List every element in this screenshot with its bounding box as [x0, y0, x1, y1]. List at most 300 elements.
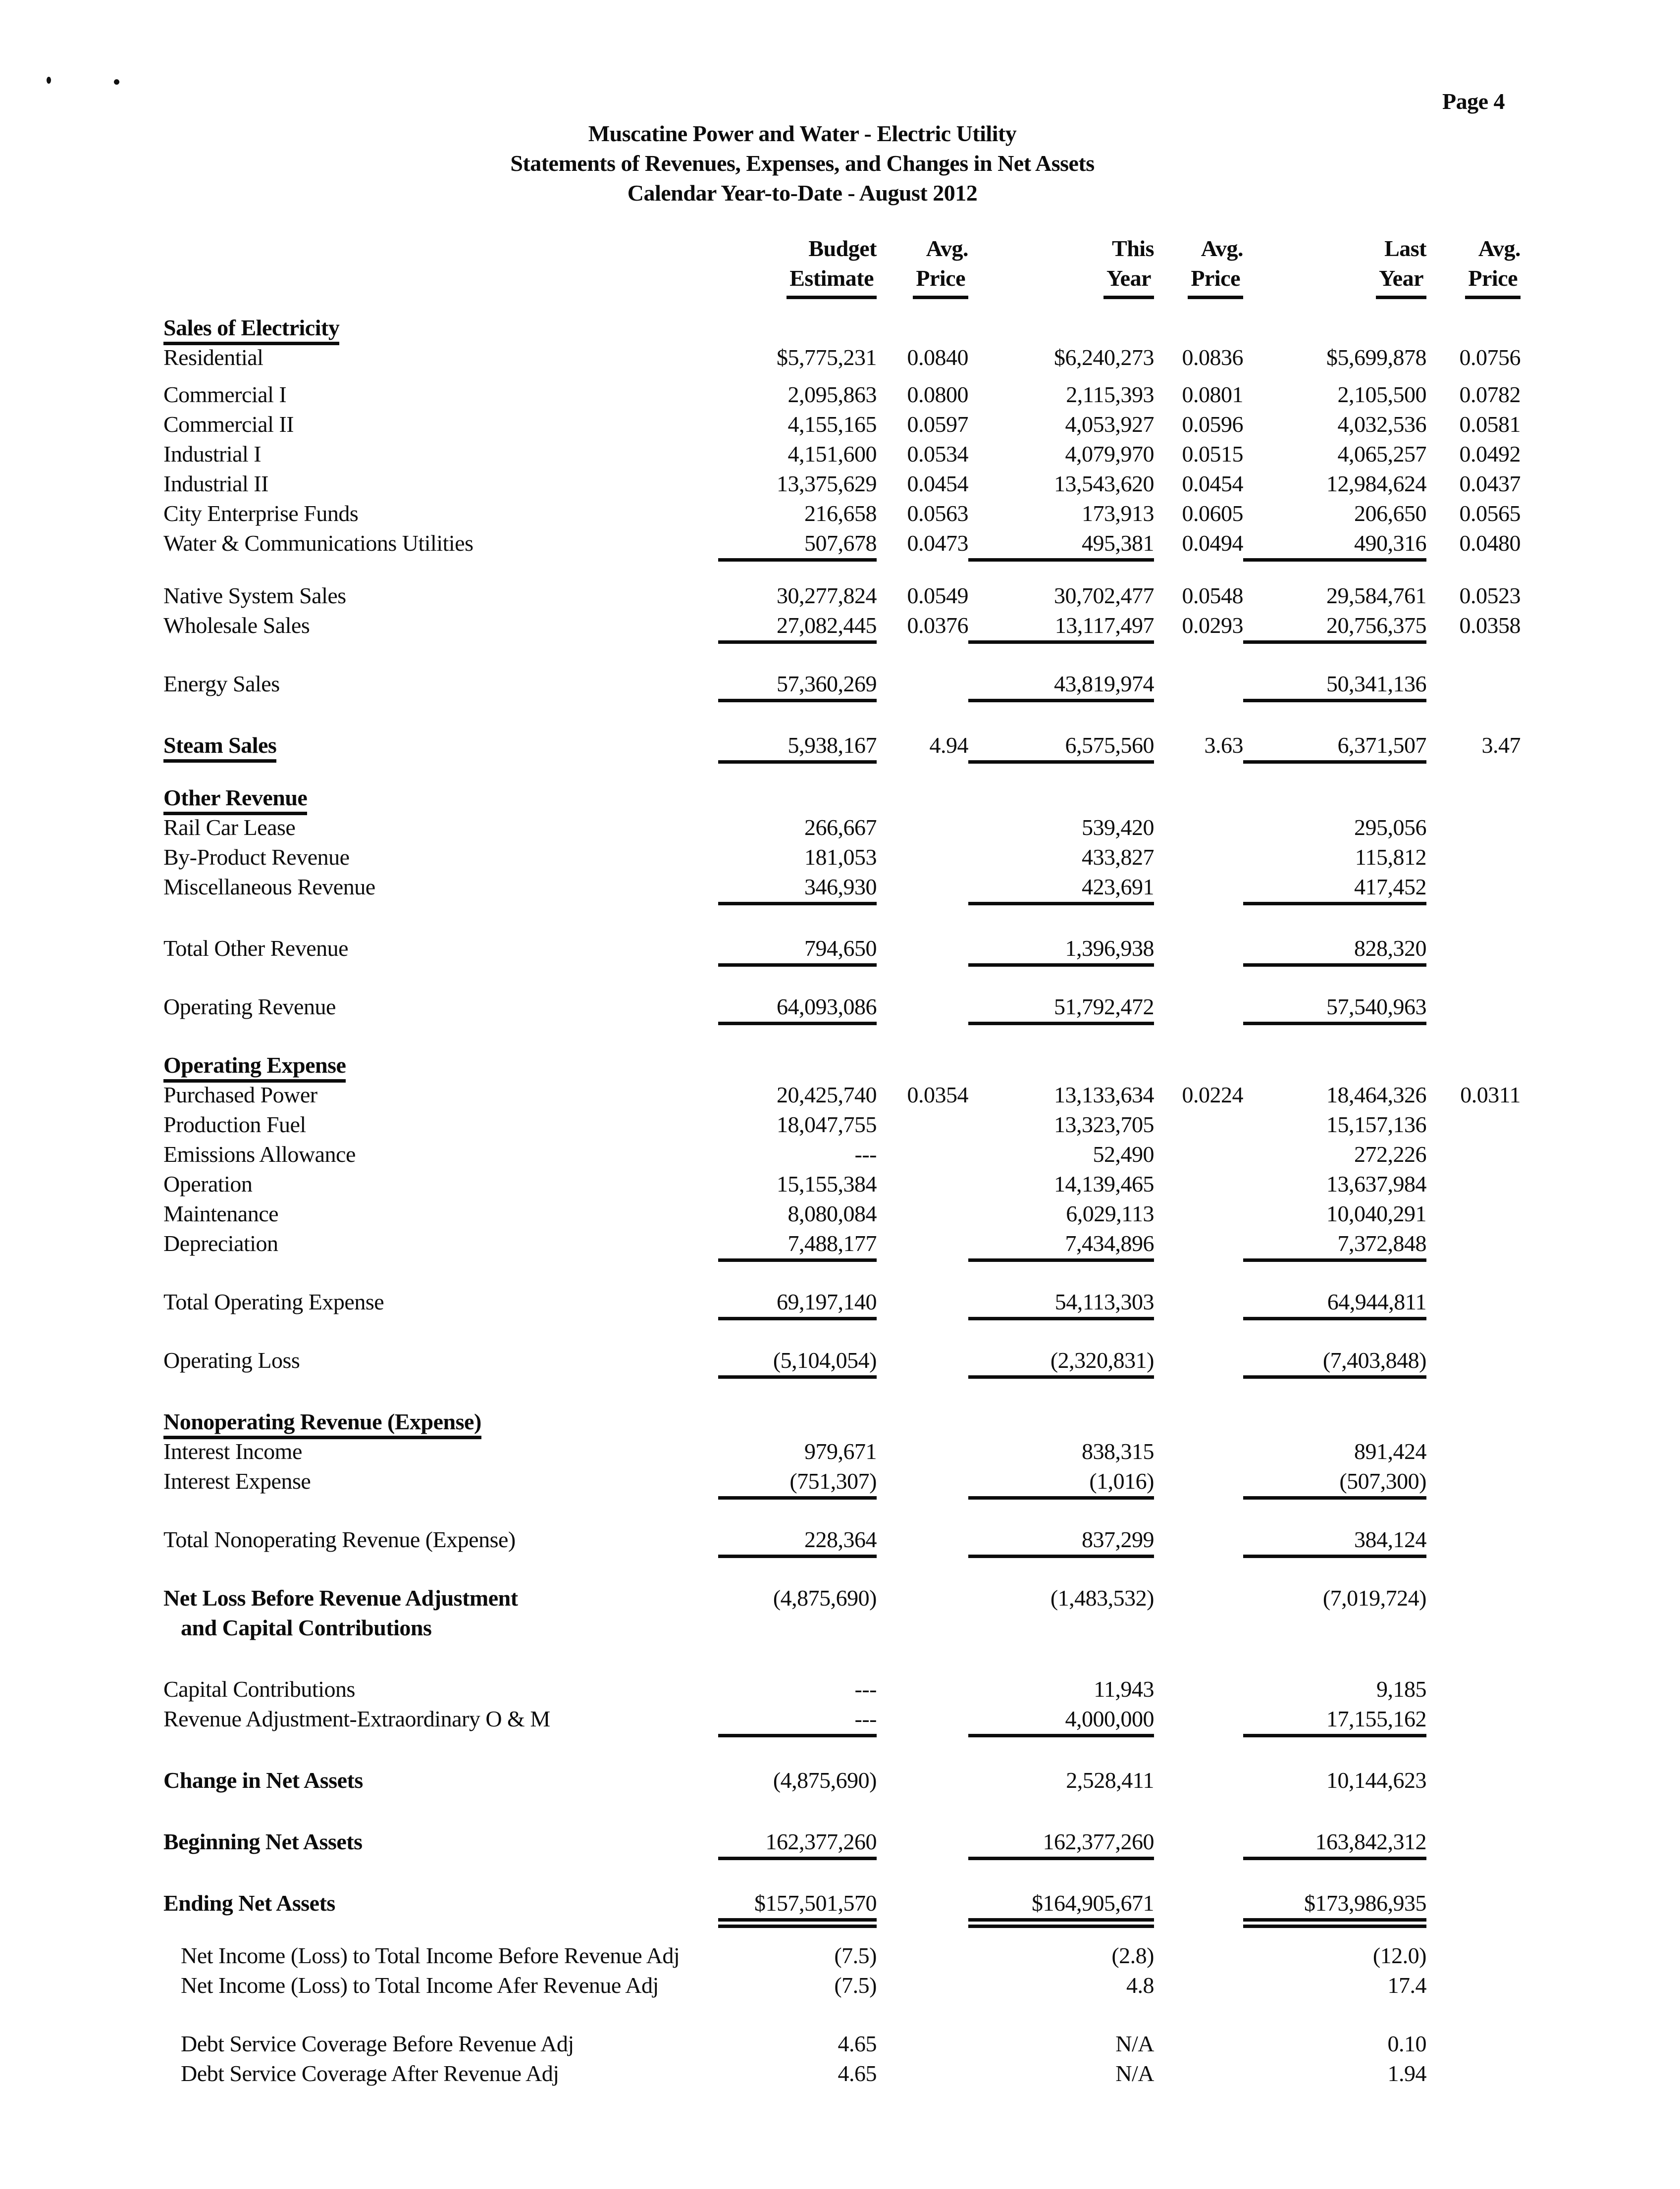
- cell-this-year: 4,079,970: [1065, 441, 1154, 467]
- table-row: [163, 1199, 1521, 1229]
- cell-budget-estimate: (7.5): [834, 1973, 877, 1998]
- section-header-row: [163, 313, 1521, 343]
- row-label: Revenue Adjustment-Extraordinary O & M: [163, 1706, 550, 1731]
- cell-last-year: (7,019,724): [1322, 1585, 1426, 1611]
- section-title: Sales of Electricity: [163, 315, 339, 345]
- cell-avg-price-2: 0.0605: [1182, 501, 1243, 526]
- cell-budget-estimate: 57,360,269: [718, 669, 877, 702]
- cell-avg-price-1: [877, 1110, 968, 1140]
- table-row: [163, 1140, 1521, 1169]
- column-header-this: This: [1112, 236, 1154, 261]
- cell-last-year: 0.10: [1387, 2031, 1426, 2056]
- cell-avg-price-1: 0.0597: [907, 412, 968, 437]
- table-row: [163, 1080, 1521, 1110]
- table-row: [163, 380, 1521, 410]
- table-row: [163, 934, 1521, 963]
- cell-last-year: 50,341,136: [1243, 669, 1426, 702]
- cell-this-year: [968, 783, 1154, 813]
- row-label: Interest Income: [163, 1439, 302, 1464]
- cell-last-year: 12,984,624: [1326, 471, 1426, 496]
- cell-budget-estimate: 18,047,755: [777, 1112, 877, 1137]
- table-row: [163, 2029, 1521, 2059]
- cell-budget-estimate: 2,095,863: [788, 382, 877, 407]
- cell-avg-price-2: [1154, 1050, 1243, 1080]
- cell-avg-price-3: [1426, 1766, 1521, 1795]
- cell-this-year: 6,029,113: [1066, 1201, 1154, 1226]
- cell-avg-price-1: [877, 1766, 968, 1795]
- row-label: Residential: [163, 345, 263, 370]
- table-row: [163, 1704, 1521, 1734]
- cell-this-year: 14,139,465: [1054, 1171, 1154, 1197]
- cell-avg-price-1: [877, 783, 968, 813]
- row-label: and Capital Contributions: [181, 1615, 432, 1640]
- cell-avg-price-1: 4.94: [929, 732, 968, 758]
- cell-avg-price-1: 0.0454: [907, 471, 968, 496]
- cell-this-year: 1,396,938: [968, 934, 1154, 967]
- row-label: Wholesale Sales: [163, 613, 310, 638]
- cell-avg-price-1: 0.0840: [907, 345, 968, 370]
- cell-avg-price-1: [877, 1704, 968, 1737]
- cell-avg-price-3: 0.0565: [1459, 501, 1521, 526]
- section-header-row: [163, 783, 1521, 813]
- cell-avg-price-2: [1154, 1346, 1243, 1379]
- cell-avg-price-1: [877, 1674, 968, 1704]
- row-label: Change in Net Assets: [163, 1768, 363, 1793]
- column-headers-line1: [163, 234, 1521, 263]
- cell-avg-price-1: [877, 872, 968, 905]
- cell-avg-price-3: [1426, 1287, 1521, 1320]
- row-label: Net Income (Loss) to Total Income Afer Revenue Adj: [181, 1973, 659, 1998]
- cell-avg-price-1: [877, 1941, 968, 1971]
- cell-avg-price-3: [1426, 2059, 1521, 2088]
- cell-avg-price-3: [1426, 842, 1521, 872]
- page-number: Page 4: [1442, 89, 1505, 114]
- cell-avg-price-3: [1426, 1583, 1521, 1613]
- cell-avg-price-2: [1154, 842, 1243, 872]
- row-label: Net Loss Before Revenue Adjustment: [163, 1585, 518, 1611]
- cell-avg-price-2: 0.0548: [1182, 583, 1243, 608]
- cell-avg-price-3: 0.0311: [1460, 1082, 1521, 1107]
- cell-avg-price-3: [1426, 1674, 1521, 1704]
- cell-avg-price-2: [1154, 669, 1243, 702]
- table-row: [163, 410, 1521, 439]
- cell-this-year: 2,115,393: [1066, 382, 1154, 407]
- cell-budget-estimate: [718, 1407, 877, 1437]
- cell-avg-price-2: [1154, 1827, 1243, 1860]
- table-row: [163, 1525, 1521, 1555]
- cell-last-year: (507,300): [1243, 1466, 1426, 1500]
- cell-avg-price-2: [1154, 1674, 1243, 1704]
- cell-avg-price-1: [877, 1407, 968, 1437]
- cell-avg-price-2: 0.0293: [1182, 613, 1243, 638]
- cell-avg-price-1: 0.0354: [907, 1082, 968, 1107]
- cell-last-year: 2,105,500: [1337, 382, 1426, 407]
- cell-this-year: $164,905,671: [968, 1888, 1154, 1928]
- cell-last-year: 1.94: [1387, 2061, 1426, 2086]
- section-title: Nonoperating Revenue (Expense): [163, 1409, 481, 1439]
- section-title: Operating Expense: [163, 1052, 346, 1083]
- cell-budget-estimate: $157,501,570: [718, 1888, 877, 1928]
- cell-avg-price-2: [1154, 1229, 1243, 1262]
- cell-last-year: 891,424: [1354, 1439, 1426, 1464]
- table-row: [163, 2059, 1521, 2088]
- cell-avg-price-2: [1154, 1941, 1243, 1971]
- cell-avg-price-1: [877, 1613, 968, 1643]
- cell-budget-estimate: 7,488,177: [718, 1229, 877, 1262]
- table-row: [163, 842, 1521, 872]
- cell-last-year: 64,944,811: [1243, 1287, 1426, 1320]
- cell-avg-price-3: [1426, 1169, 1521, 1199]
- row-label: Native System Sales: [163, 583, 346, 608]
- column-header-budget: Budget: [808, 236, 877, 261]
- cell-last-year: 20,756,375: [1243, 611, 1426, 644]
- table-row: [163, 1941, 1521, 1971]
- cell-this-year: 423,691: [968, 872, 1154, 905]
- cell-avg-price-1: [877, 1287, 968, 1320]
- row-label: [163, 1050, 718, 1080]
- cell-avg-price-3: [1426, 1437, 1521, 1466]
- cell-this-year: 838,315: [1082, 1439, 1154, 1464]
- cell-this-year: 13,543,620: [1054, 471, 1154, 496]
- cell-this-year: [968, 313, 1154, 343]
- cell-this-year: 4.8: [1126, 1973, 1154, 1998]
- statement-table: [163, 234, 1521, 2088]
- cell-avg-price-1: 0.0534: [907, 441, 968, 467]
- cell-last-year: 29,584,761: [1326, 583, 1426, 608]
- cell-avg-price-2: [1154, 2059, 1243, 2088]
- cell-budget-estimate: 27,082,445: [718, 611, 877, 644]
- cell-avg-price-1: 0.0473: [907, 530, 968, 556]
- cell-avg-price-2: 0.0515: [1182, 441, 1243, 467]
- cell-last-year: 417,452: [1243, 872, 1426, 905]
- report-title-line3: Calendar Year-to-Date - August 2012: [627, 180, 978, 206]
- cell-this-year: [968, 1050, 1154, 1080]
- table-row: [163, 1346, 1521, 1375]
- cell-budget-estimate: $5,775,231: [777, 345, 877, 370]
- cell-budget-estimate: [718, 1613, 877, 1643]
- column-header-price-2: Price: [1154, 263, 1243, 299]
- cell-budget-estimate: 4.65: [838, 2031, 877, 2056]
- table-row: [163, 439, 1521, 469]
- cell-avg-price-3: 0.0492: [1459, 441, 1521, 467]
- cell-last-year: (12.0): [1372, 1943, 1426, 1968]
- row-label: Rail Car Lease: [163, 815, 296, 840]
- cell-last-year: 384,124: [1243, 1525, 1426, 1558]
- cell-avg-price-2: 0.0801: [1182, 382, 1243, 407]
- row-label: [163, 730, 718, 764]
- cell-last-year: 163,842,312: [1243, 1827, 1426, 1860]
- cell-avg-price-1: [877, 1050, 968, 1080]
- cell-last-year: 4,032,536: [1337, 412, 1426, 437]
- section-title: Other Revenue: [163, 785, 307, 815]
- row-label: Operating Loss: [163, 1348, 300, 1373]
- cell-avg-price-2: [1154, 1583, 1243, 1613]
- table-row: [163, 581, 1521, 611]
- cell-budget-estimate: 69,197,140: [718, 1287, 877, 1320]
- section-title: Steam Sales: [163, 732, 276, 763]
- cell-last-year: 15,157,136: [1326, 1112, 1426, 1137]
- cell-avg-price-3: [1426, 1346, 1521, 1379]
- row-label: Debt Service Coverage After Revenue Adj: [181, 2061, 559, 2086]
- table-row: [163, 1613, 1521, 1643]
- column-header-avg-1: Avg.: [926, 236, 968, 261]
- cell-last-year: 7,372,848: [1243, 1229, 1426, 1262]
- row-label: City Enterprise Funds: [163, 501, 359, 526]
- cell-avg-price-3: [1426, 1827, 1521, 1860]
- cell-last-year: 272,226: [1354, 1142, 1426, 1167]
- row-label: Maintenance: [163, 1201, 279, 1226]
- row-label: Purchased Power: [163, 1082, 317, 1107]
- cell-this-year: 539,420: [1082, 815, 1154, 840]
- cell-avg-price-2: [1154, 1766, 1243, 1795]
- cell-budget-estimate: 794,650: [718, 934, 877, 967]
- cell-budget-estimate: (5,104,054): [718, 1346, 877, 1379]
- table-row: [163, 1674, 1521, 1704]
- cell-budget-estimate: 216,658: [804, 501, 877, 526]
- report-title-line2: Statements of Revenues, Expenses, and Changes in Net Assets: [510, 151, 1095, 176]
- cell-avg-price-1: [877, 842, 968, 872]
- row-label: Depreciation: [163, 1231, 278, 1256]
- row-label: Total Operating Expense: [163, 1289, 384, 1314]
- cell-budget-estimate: 4.65: [838, 2061, 877, 2086]
- statement-rows: [163, 313, 1521, 2088]
- cell-avg-price-3: [1426, 1704, 1521, 1737]
- cell-avg-price-3: [1426, 813, 1521, 842]
- table-row: [163, 730, 1521, 760]
- cell-this-year: N/A: [1115, 2031, 1154, 2056]
- cell-avg-price-1: 0.0563: [907, 501, 968, 526]
- cell-budget-estimate: (7.5): [834, 1943, 877, 1968]
- row-label: Commercial I: [163, 382, 287, 407]
- cell-avg-price-1: [877, 1140, 968, 1169]
- cell-last-year: [1243, 783, 1426, 813]
- row-label: [163, 313, 718, 343]
- cell-avg-price-1: [877, 313, 968, 343]
- cell-avg-price-2: [1154, 1613, 1243, 1643]
- cell-avg-price-3: [1426, 669, 1521, 702]
- cell-avg-price-2: 0.0224: [1182, 1082, 1243, 1107]
- cell-budget-estimate: 181,053: [804, 844, 877, 870]
- cell-budget-estimate: ---: [718, 1704, 877, 1737]
- cell-avg-price-2: [1154, 813, 1243, 842]
- cell-avg-price-2: [1154, 1971, 1243, 2000]
- cell-avg-price-2: [1154, 1110, 1243, 1140]
- table-row: [163, 528, 1521, 558]
- cell-last-year: 10,144,623: [1326, 1768, 1426, 1793]
- table-row: [163, 1287, 1521, 1317]
- table-row: [163, 1827, 1521, 1857]
- cell-avg-price-2: [1154, 872, 1243, 905]
- column-header-estimate: Estimate: [718, 263, 877, 299]
- cell-budget-estimate: 30,277,824: [777, 583, 877, 608]
- row-label: Industrial II: [163, 471, 268, 496]
- row-label: Total Nonoperating Revenue (Expense): [163, 1527, 516, 1552]
- cell-last-year: 6,371,507: [1243, 730, 1426, 764]
- column-header-avg-2: Avg.: [1201, 236, 1243, 261]
- cell-this-year: 6,575,560: [968, 730, 1154, 764]
- cell-avg-price-3: [1426, 1971, 1521, 2000]
- table-row: [163, 813, 1521, 842]
- cell-avg-price-1: [877, 1199, 968, 1229]
- cell-budget-estimate: (4,875,690): [773, 1585, 877, 1611]
- cell-avg-price-3: 3.47: [1481, 732, 1521, 758]
- row-label: Operating Revenue: [163, 994, 336, 1019]
- cell-avg-price-3: [1426, 313, 1521, 343]
- cell-this-year: $6,240,273: [1054, 345, 1154, 370]
- column-header-price-1: Price: [877, 263, 968, 299]
- table-row: [163, 1766, 1521, 1795]
- cell-budget-estimate: 5,938,167: [718, 730, 877, 764]
- column-headers-line2: [163, 263, 1521, 302]
- cell-last-year: [1243, 313, 1426, 343]
- cell-avg-price-1: [877, 1229, 968, 1262]
- cell-budget-estimate: 15,155,384: [777, 1171, 877, 1197]
- cell-avg-price-2: [1154, 1169, 1243, 1199]
- row-label: Water & Communications Utilities: [163, 530, 473, 556]
- cell-this-year: 30,702,477: [1054, 583, 1154, 608]
- cell-avg-price-3: 0.0358: [1459, 613, 1521, 638]
- cell-avg-price-3: [1426, 872, 1521, 905]
- cell-avg-price-2: [1154, 1437, 1243, 1466]
- cell-budget-estimate: 4,151,600: [788, 441, 877, 467]
- cell-last-year: 9,185: [1376, 1676, 1426, 1702]
- cell-budget-estimate: 979,671: [804, 1439, 877, 1464]
- cell-budget-estimate: 64,093,086: [718, 992, 877, 1025]
- cell-avg-price-1: [877, 1346, 968, 1379]
- cell-this-year: 54,113,303: [968, 1287, 1154, 1320]
- row-label: Debt Service Coverage Before Revenue Adj: [181, 2031, 574, 2056]
- cell-last-year: (7,403,848): [1243, 1346, 1426, 1379]
- cell-avg-price-3: [1426, 1888, 1521, 1928]
- cell-avg-price-3: 0.0756: [1459, 345, 1521, 370]
- table-row: [163, 1583, 1521, 1613]
- cell-avg-price-2: [1154, 1525, 1243, 1558]
- cell-avg-price-2: [1154, 1888, 1243, 1928]
- row-label: Production Fuel: [163, 1112, 306, 1137]
- row-label: Net Income (Loss) to Total Income Before Revenue Adj: [181, 1943, 680, 1968]
- cell-last-year: $5,699,878: [1326, 345, 1426, 370]
- row-label: [163, 1407, 718, 1437]
- row-label: Ending Net Assets: [163, 1890, 335, 1916]
- cell-last-year: 206,650: [1354, 501, 1426, 526]
- cell-avg-price-2: [1154, 1704, 1243, 1737]
- cell-this-year: N/A: [1115, 2061, 1154, 2086]
- cell-avg-price-3: [1426, 1199, 1521, 1229]
- cell-avg-price-2: 0.0494: [1182, 530, 1243, 556]
- cell-avg-price-3: [1426, 1407, 1521, 1437]
- cell-avg-price-1: [877, 2059, 968, 2088]
- cell-this-year: 495,381: [968, 528, 1154, 562]
- cell-avg-price-3: [1426, 783, 1521, 813]
- cell-this-year: 13,323,705: [1054, 1112, 1154, 1137]
- table-row: [163, 1971, 1521, 2000]
- cell-budget-estimate: [718, 313, 877, 343]
- table-row: [163, 872, 1521, 902]
- cell-this-year: 51,792,472: [968, 992, 1154, 1025]
- cell-budget-estimate: (751,307): [718, 1466, 877, 1500]
- cell-last-year: [1243, 1050, 1426, 1080]
- cell-budget-estimate: ---: [854, 1676, 877, 1702]
- cell-avg-price-2: [1154, 992, 1243, 1025]
- cell-last-year: 295,056: [1354, 815, 1426, 840]
- cell-avg-price-2: [1154, 783, 1243, 813]
- cell-avg-price-3: 0.0581: [1459, 412, 1521, 437]
- cell-this-year: 4,053,927: [1065, 412, 1154, 437]
- column-header-avg-3: Avg.: [1478, 236, 1521, 261]
- table-row: [163, 1110, 1521, 1140]
- cell-avg-price-3: [1426, 1110, 1521, 1140]
- cell-avg-price-1: 0.0549: [907, 583, 968, 608]
- cell-last-year: 17.4: [1387, 1973, 1426, 1998]
- section-header-row: [163, 1050, 1521, 1080]
- cell-last-year: 10,040,291: [1326, 1201, 1426, 1226]
- cell-this-year: (1,483,532): [1050, 1585, 1154, 1611]
- row-label: [163, 783, 718, 813]
- cell-avg-price-1: [877, 1583, 968, 1613]
- scan-artifact: [114, 79, 119, 85]
- row-label: Miscellaneous Revenue: [163, 874, 375, 899]
- report-title-block: [0, 0, 1605, 208]
- cell-avg-price-1: [877, 1971, 968, 2000]
- section-header-row: [163, 1407, 1521, 1437]
- cell-avg-price-3: [1426, 1941, 1521, 1971]
- cell-avg-price-2: 0.0454: [1182, 471, 1243, 496]
- cell-this-year: 13,133,634: [1054, 1082, 1154, 1107]
- cell-this-year: 7,434,896: [968, 1229, 1154, 1262]
- column-header-spacer: [163, 234, 718, 263]
- cell-avg-price-3: 0.0480: [1459, 530, 1521, 556]
- row-label: Industrial I: [163, 441, 262, 467]
- table-row: [163, 669, 1521, 699]
- row-label: Energy Sales: [163, 671, 280, 696]
- table-row: [163, 1169, 1521, 1199]
- cell-this-year: [968, 1407, 1154, 1437]
- cell-last-year: $173,986,935: [1243, 1888, 1426, 1928]
- cell-last-year: 115,812: [1355, 844, 1426, 870]
- cell-avg-price-3: 0.0782: [1459, 382, 1521, 407]
- cell-avg-price-3: 0.0437: [1459, 471, 1521, 496]
- cell-avg-price-3: [1426, 2029, 1521, 2059]
- cell-budget-estimate: 4,155,165: [788, 412, 877, 437]
- cell-avg-price-1: [877, 1466, 968, 1500]
- cell-budget-estimate: 266,667: [804, 815, 877, 840]
- cell-this-year: 13,117,497: [968, 611, 1154, 644]
- cell-avg-price-2: [1154, 934, 1243, 967]
- cell-avg-price-2: [1154, 2029, 1243, 2059]
- cell-this-year: 52,490: [1093, 1142, 1154, 1167]
- cell-avg-price-3: [1426, 1525, 1521, 1558]
- row-label: Interest Expense: [163, 1468, 311, 1494]
- cell-budget-estimate: 346,930: [718, 872, 877, 905]
- cell-this-year: 43,819,974: [968, 669, 1154, 702]
- row-label: By-Product Revenue: [163, 844, 350, 870]
- table-row: [163, 1466, 1521, 1496]
- column-header-last: Last: [1384, 236, 1426, 261]
- table-row: [163, 343, 1521, 372]
- cell-last-year: 57,540,963: [1243, 992, 1426, 1025]
- cell-avg-price-3: [1426, 1466, 1521, 1500]
- cell-avg-price-1: [877, 1169, 968, 1199]
- report-title-line1: Muscatine Power and Water - Electric Utility: [588, 121, 1017, 146]
- cell-avg-price-2: 0.0596: [1182, 412, 1243, 437]
- cell-avg-price-3: [1426, 992, 1521, 1025]
- column-header-year-2: Year: [1243, 263, 1426, 299]
- cell-last-year: 13,637,984: [1326, 1171, 1426, 1197]
- table-row: [163, 1437, 1521, 1466]
- column-header-price-3: Price: [1426, 263, 1521, 299]
- cell-budget-estimate: ---: [854, 1142, 877, 1167]
- cell-last-year: 17,155,162: [1243, 1704, 1426, 1737]
